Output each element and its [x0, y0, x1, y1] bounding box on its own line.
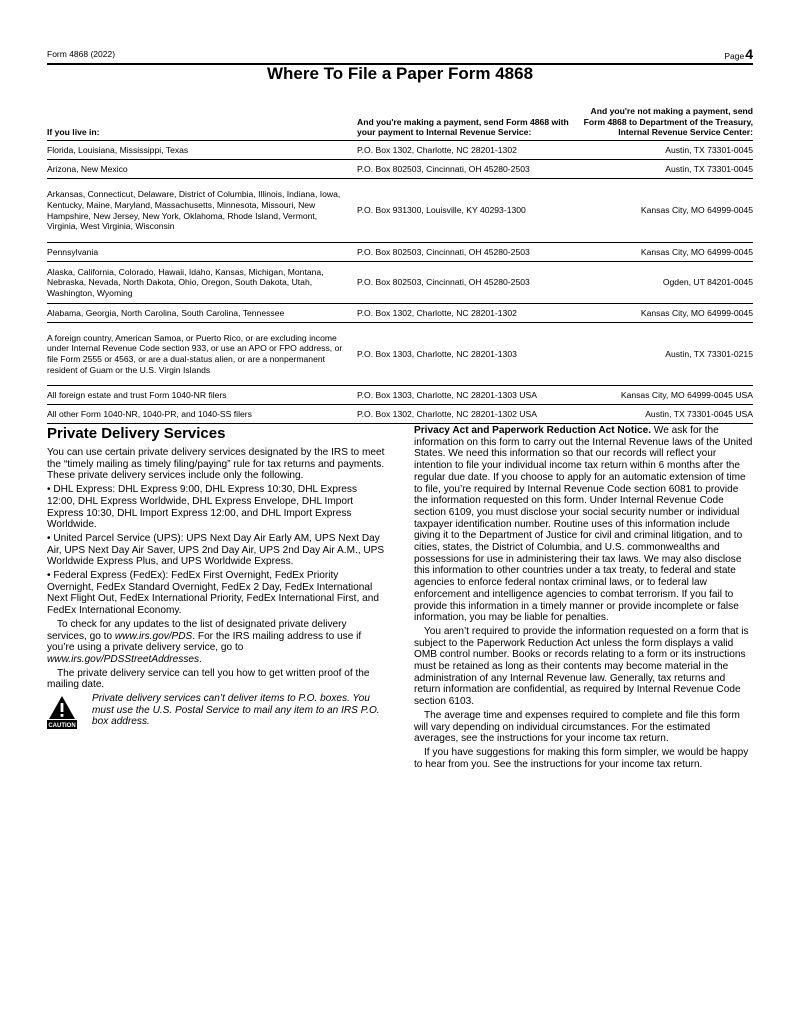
page-number-value: 4 — [745, 46, 753, 62]
privacy-paragraph-2: You aren’t required to provide the information requested on a form that is subject to the Paperwork Reduction Act unless the form displays a valid OMB control number. Books or records relating to a form or its instructions must be retained as long as their contents may become material in the administration of any Internal Revenue law. Generally, tax returns and return information are confidential, as required by Internal Revenue Code section 6103. — [414, 625, 749, 708]
table-row — [47, 304, 753, 323]
location-cell: All other Form 1040-NR, 1040-PR, and 1040-SS filers — [47, 405, 355, 424]
pds-street-addresses-link[interactable]: www.irs.gov/PDSStreetAddresses — [47, 653, 200, 665]
table-row — [47, 243, 753, 262]
with-payment-cell: P.O. Box 802503, Cincinnati, OH 45280-2503 — [355, 262, 577, 304]
location-cell: Arkansas, Connecticut, Delaware, District of Columbia, Illinois, Indiana, Iowa, Kentucky, Maine, Maryland, Massachusetts, Minnesota, Missouri, New Hampshire, New Jersey, New York, Oklahoma, Rhode Island, Vermont, Virginia, West Virginia, Wisconsin — [47, 179, 355, 243]
pds-link[interactable]: www.irs.gov/PDS — [114, 630, 193, 642]
updates-text-mid: . For the IRS mailing address to use if you’re using a private delivery service, go to — [47, 630, 362, 654]
private-delivery-intro: You can use certain private delivery services designated by the IRS to meet the “timely mailing as timely filing/paying” rule for tax returns and payments. These private delivery services include only the following. — [47, 447, 385, 482]
without-payment-cell: Austin, TX 73301-0215 — [577, 323, 753, 386]
fedex-bullet: • Federal Express (FedEx): FedEx First Overnight, FedEx Priority Overnight, FedEx Standard Overnight, FedEx 2 Day, FedEx International Next Flight Out, FedEx International Priority, FedEx International First, and FedEx International Economy. — [47, 570, 379, 617]
caution-note — [47, 693, 387, 728]
caution-icon — [47, 695, 77, 729]
caution-label: CAUTION — [48, 723, 76, 730]
location-cell: Alabama, Georgia, North Carolina, South Carolina, Tennessee — [47, 304, 355, 323]
privacy-heading: Privacy Act and Paperwork Reduction Act Notice. — [414, 425, 652, 436]
without-payment-cell: Austin, TX 73301-0045 — [577, 160, 753, 179]
privacy-text-1: We ask for the information on this form to carry out the Internal Revenue laws of the United States. We need this information so that our records will reflect your intention to file your individual income tax return within 6 months after the regular due date. If you choose to apply for an automatic extension of time to file, you’re required by Internal Revenue Code section 6081 to provide the information requested on this form. Under Internal Revenue Code section 6109, you must disclose your social security number or individual taxpayer identification number. Routine uses of this information include giving it to the Department of Justice for civil and criminal litigation, and to cities, states, the District of Columbia, and U.S. commonwealths and possessions for use in administering their tax laws. We may also disclose this information to other countries under a tax treaty, to federal and state agencies to enforce federal nontax criminal laws, or to federal law enforcement and intelligence agencies to combat terrorism. If you fail to provide this information in a timely manner or provide incomplete or false information, you may be liable for penalties. — [414, 425, 753, 624]
with-payment-cell: P.O. Box 802503, Cincinnati, OH 45280-2503 — [355, 243, 577, 262]
private-delivery-heading: Private Delivery Services — [47, 425, 226, 442]
table-row — [47, 179, 753, 243]
privacy-paragraph-3: The average time and expenses required to complete and file this form will vary depending on individual circumstances. For the estimated averages, see the instructions for your income tax return. — [414, 709, 740, 745]
location-cell: Pennsylvania — [47, 243, 355, 262]
with-payment-cell: P.O. Box 802503, Cincinnati, OH 45280-2503 — [355, 160, 577, 179]
without-payment-cell: Kansas City, MO 64999-0045 USA — [577, 386, 753, 405]
caution-text: Private delivery services can’t deliver items to P.O. boxes. You must use the U.S. Postal Service to mail any item to an IRS P.O. box address. — [92, 693, 380, 728]
updates-text: To check for any updates to the list of designated private delivery services, go to — [47, 618, 347, 642]
privacy-paragraph-4: If you have suggestions for making this form simpler, we would be happy to hear from you. See the instructions for your income tax return. — [414, 746, 749, 770]
with-payment-cell: P.O. Box 1302, Charlotte, NC 28201-1302 USA — [355, 405, 577, 424]
page-number — [724, 46, 753, 62]
privacy-paragraph-1 — [414, 425, 754, 624]
table-row — [47, 141, 753, 160]
table-row — [47, 160, 753, 179]
location-cell: Alaska, California, Colorado, Hawaii, Idaho, Kansas, Michigan, Montana, Nebraska, Nevada, North Dakota, Ohio, Oregon, South Dakota, Utah, Washington, Wyoming — [47, 262, 355, 304]
form-id: Form 4868 (2022) — [47, 49, 116, 59]
header-without-payment: And you're not making a payment, send Form 4868 to Department of the Treasury, Internal Revenue Service Center: — [577, 90, 753, 141]
without-payment-cell: Ogden, UT 84201-0045 — [577, 262, 753, 304]
where-to-file-table — [47, 90, 753, 424]
with-payment-cell: P.O. Box 931300, Louisville, KY 40293-1300 — [355, 179, 577, 243]
location-cell: A foreign country, American Samoa, or Puerto Rico, or are excluding income under Internal Revenue Code section 933, or use an APO or FPO address, or file Form 2555 or 4563, or are a dual-status alien, or are a nonpermanent resident of Guam or the U.S. Virgin Islands — [47, 323, 355, 386]
privacy-act-section — [414, 425, 754, 772]
page-header — [47, 46, 753, 63]
ups-bullet: • United Parcel Service (UPS): UPS Next Day Air Early AM, UPS Next Day Air, UPS Next Day Air Saver, UPS 2nd Day Air, UPS 2nd Day Air A.M., UPS Worldwide Express Plus, and UPS Worldwide Express. — [47, 532, 385, 568]
header-if-you-live-in: If you live in: — [47, 90, 355, 141]
without-payment-cell: Kansas City, MO 64999-0045 — [577, 304, 753, 323]
with-payment-cell: P.O. Box 1303, Charlotte, NC 28201-1303 — [355, 323, 577, 386]
without-payment-cell: Kansas City, MO 64999-0045 — [577, 243, 753, 262]
table-row — [47, 386, 753, 405]
location-cell: All foreign estate and trust Form 1040-NR filers — [47, 386, 355, 405]
location-cell: Florida, Louisiana, Mississippi, Texas — [47, 141, 355, 160]
without-payment-cell: Austin, TX 73301-0045 USA — [577, 405, 753, 424]
with-payment-cell: P.O. Box 1303, Charlotte, NC 28201-1303 USA — [355, 386, 577, 405]
page-title: Where To File a Paper Form 4868 — [266, 64, 534, 83]
location-cell: Arizona, New Mexico — [47, 160, 355, 179]
with-payment-cell: P.O. Box 1302, Charlotte, NC 28201-1302 — [355, 141, 577, 160]
proof-paragraph: The private delivery service can tell you how to get written proof of the mailing date. — [47, 667, 370, 691]
table-header-row — [47, 90, 753, 141]
dhl-bullet: • DHL Express: DHL Express 9:00, DHL Express 10:30, DHL Express 12:00, DHL Express Worldwide, DHL Express Envelope, DHL Import Express 10:30, DHL Import Express 12:00, and DHL Import Express Worldwide. — [47, 484, 358, 531]
with-payment-cell: P.O. Box 1302, Charlotte, NC 28201-1302 — [355, 304, 577, 323]
without-payment-cell: Austin, TX 73301-0045 — [577, 141, 753, 160]
updates-text-end: . — [199, 653, 202, 665]
header-with-payment: And you're making a payment, send Form 4868 with your payment to Internal Revenue Service: — [355, 90, 577, 141]
updates-paragraph — [47, 619, 387, 666]
table-row — [47, 262, 753, 304]
page-label: Page — [724, 51, 745, 61]
table-row — [47, 323, 753, 386]
table-row — [47, 405, 753, 424]
without-payment-cell: Kansas City, MO 64999-0045 — [577, 179, 753, 243]
private-delivery-section — [47, 425, 387, 728]
